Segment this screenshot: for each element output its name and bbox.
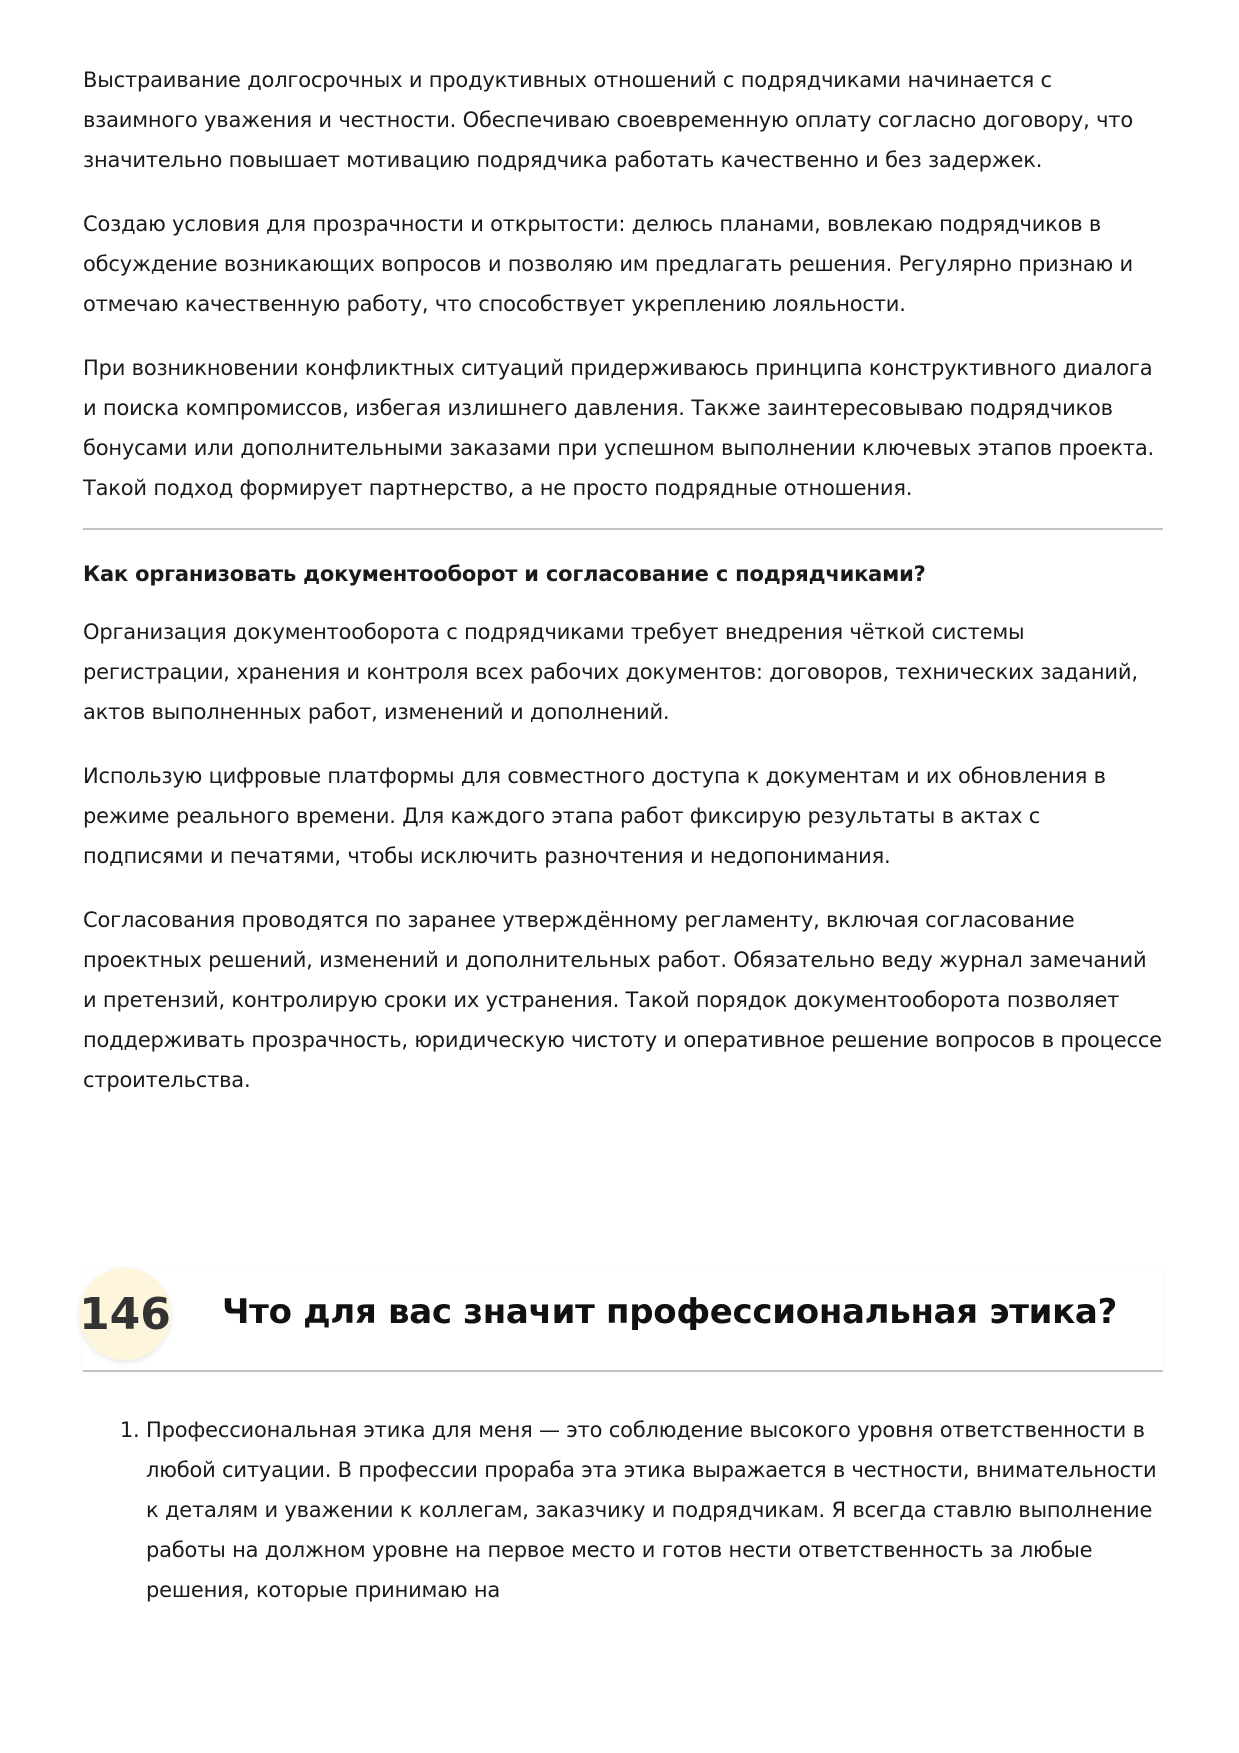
intro-paragraph-2: Создаю условия для прозрачности и открытости: делюсь планами, вовлекаю подрядчиков в обсуждение возникающих вопросов и позволяю им предлагать решения. Регулярно признаю и отмечаю качественную работу, что способствует укреплению лояльности. (83, 212, 1133, 316)
section-paragraph-2: Использую цифровые платформы для совместного доступа к документам и их обновления в режиме реального времени. Для каждого этапа работ фиксирую результаты в актах с подписями и печатями, чтобы исключить разночтения и недопонимания. (83, 764, 1106, 868)
document-page (79, 60, 1163, 1610)
section-heading: Как организовать документооборот и согласование с подрядчиками? (83, 562, 926, 586)
answer-list (83, 1410, 1163, 1610)
section-paragraph-3: Согласования проводятся по заранее утверждённому регламенту, включая согласование проектных решений, изменений и дополнительных работ. Обязательно веду журнал замечаний и претензий, контролирую сроки их устранения. Такой порядок документооборота позволяет поддерживать прозрачность, юридическую чистоту и оперативное решение вопросов в процессе строительства. (83, 908, 1162, 1092)
section-paragraph-1: Организация документооборота с подрядчиками требует внедрения чёткой системы регистрации, хранения и контроля всех рабочих документов: договоров, технических заданий, актов выполненных работ, изменений и дополнений. (83, 620, 1138, 724)
question-number-badge: 146 (79, 1268, 171, 1360)
intro-paragraph-1: Выстраивание долгосрочных и продуктивных отношений с подрядчиками начинается с взаимного уважения и честности. Обеспечиваю своевременную оплату согласно договору, что значительно повышает мотивацию подрядчика работать качественно и без задержек. (83, 68, 1133, 172)
question-header (79, 1268, 1163, 1372)
intro-paragraph-3: При возникновении конфликтных ситуаций придерживаюсь принципа конструктивного диалога и поиска компромиссов, избегая излишнего давления. Также заинтересовываю подрядчиков бонусами или дополнительными заказами при успешном выполнении ключевых этапов проекта. Такой подход формирует партнерство, а не просто подрядные отношения. (83, 356, 1155, 500)
answer-item-1: 1. Профессиональная этика для меня — это соблюдение высокого уровня ответственности в любой ситуации. В профессии прораба эта этика выражается в честности, внимательности к деталям и уважении к коллегам, заказчику и подрядчикам. Я всегда ставлю выполнение работы на должном уровне на первое место и готов нести ответственность за любые решения, которые принимаю на (146, 1410, 1163, 1610)
question-title: Что для вас значит профессиональная этика? (222, 1292, 1117, 1332)
section-divider (83, 528, 1163, 530)
